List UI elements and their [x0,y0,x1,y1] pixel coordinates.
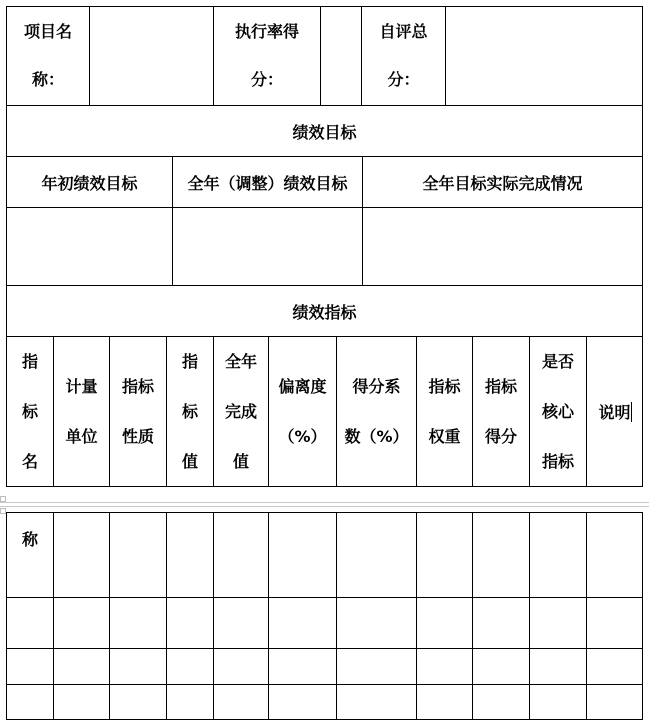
self-eval-label-line1: 自评总 [379,22,428,41]
col-unit-line: 单位 [65,426,98,446]
col-full-year-line: 全年 [224,351,257,371]
execution-rate-label-line1: 执行率得 [234,22,299,41]
table-rule [336,512,337,720]
col-nature-line: 指标 [121,376,154,396]
col-note-label: 说明 [598,403,631,422]
col-indicator-name-char: 标 [21,401,38,421]
col-weight-line: 指标 [428,376,461,396]
table-rule [166,512,167,720]
col-core-indicator-line: 指标 [541,451,574,471]
col-full-year-line: 值 [232,451,249,471]
col-indicator-score [473,337,529,486]
col-note[interactable] [587,337,642,486]
table-border [642,512,643,720]
col-indicator-score-line: 指标 [484,376,517,396]
col-indicator-value [167,337,213,486]
col-nature [110,337,166,486]
col-unit [54,337,109,486]
indicators-section-title: 绩效指标 [292,302,357,322]
col-indicator-name-char: 指 [21,351,38,371]
table-rule [416,512,417,720]
table-rule [53,512,54,720]
col-indicator-score-line: 得分 [484,426,517,446]
col-indicator-name [7,337,53,486]
table-border [642,6,643,487]
continued-indicator-name [7,513,53,597]
project-name-label-line1: 项目名 [23,22,72,41]
col-indicator-name-char: 名 [21,451,38,471]
col-deviation-line: 偏离度 [278,376,327,396]
col-full-year-value [214,337,268,486]
col-actual-completion: 全年目标实际完成情况 [422,173,583,193]
col-deviation-line: （%） [278,426,327,446]
initial-goal-input[interactable] [7,208,172,285]
project-name-label-line2: 称： [31,70,64,89]
col-score-coefficient-line: 得分系 [352,376,401,396]
col-nature-line: 性质 [121,426,154,446]
adjusted-goal-input[interactable] [173,208,362,285]
col-indicator-value-char: 标 [181,401,198,421]
col-deviation [269,337,336,486]
text-cursor [631,402,632,422]
self-eval-label [362,7,445,105]
col-weight-line: 权重 [428,426,461,446]
col-indicator-value-char: 指 [181,351,198,371]
project-name-value[interactable] [90,7,213,105]
col-adjusted-goal: 全年（调整）绩效目标 [187,173,348,193]
page-break-line [0,502,649,503]
page-break-line [0,506,649,507]
table-border [6,719,643,720]
self-eval-label-line2: 分： [387,70,420,89]
table-rule [586,512,587,720]
table-rule [6,648,643,649]
col-unit-line: 计量 [65,376,98,396]
project-name-label [7,7,89,105]
actual-completion-input[interactable] [363,208,642,285]
execution-rate-label-line2: 分： [250,70,283,89]
table-border [6,512,643,513]
col-weight [417,337,472,486]
table-rule [6,597,643,598]
table-rule [213,512,214,720]
table-rule [6,684,643,685]
self-eval-value[interactable] [446,7,642,105]
execution-rate-value[interactable] [321,7,361,105]
col-score-coefficient-line: 数（%） [344,426,409,446]
col-score-coefficient [337,337,416,486]
col-core-indicator [530,337,586,486]
continued-indicator-name-char: 称 [21,530,38,549]
col-full-year-line: 完成 [224,401,257,421]
col-core-indicator-line: 是否 [541,351,574,371]
execution-rate-label [214,7,320,105]
table-rule [472,512,473,720]
col-indicator-value-char: 值 [181,451,198,471]
col-initial-goal: 年初绩效目标 [41,173,138,193]
table-rule [529,512,530,720]
table-rule [268,512,269,720]
col-core-indicator-line: 核心 [541,401,574,421]
table-rule [109,512,110,720]
goals-section-title: 绩效目标 [292,122,357,142]
